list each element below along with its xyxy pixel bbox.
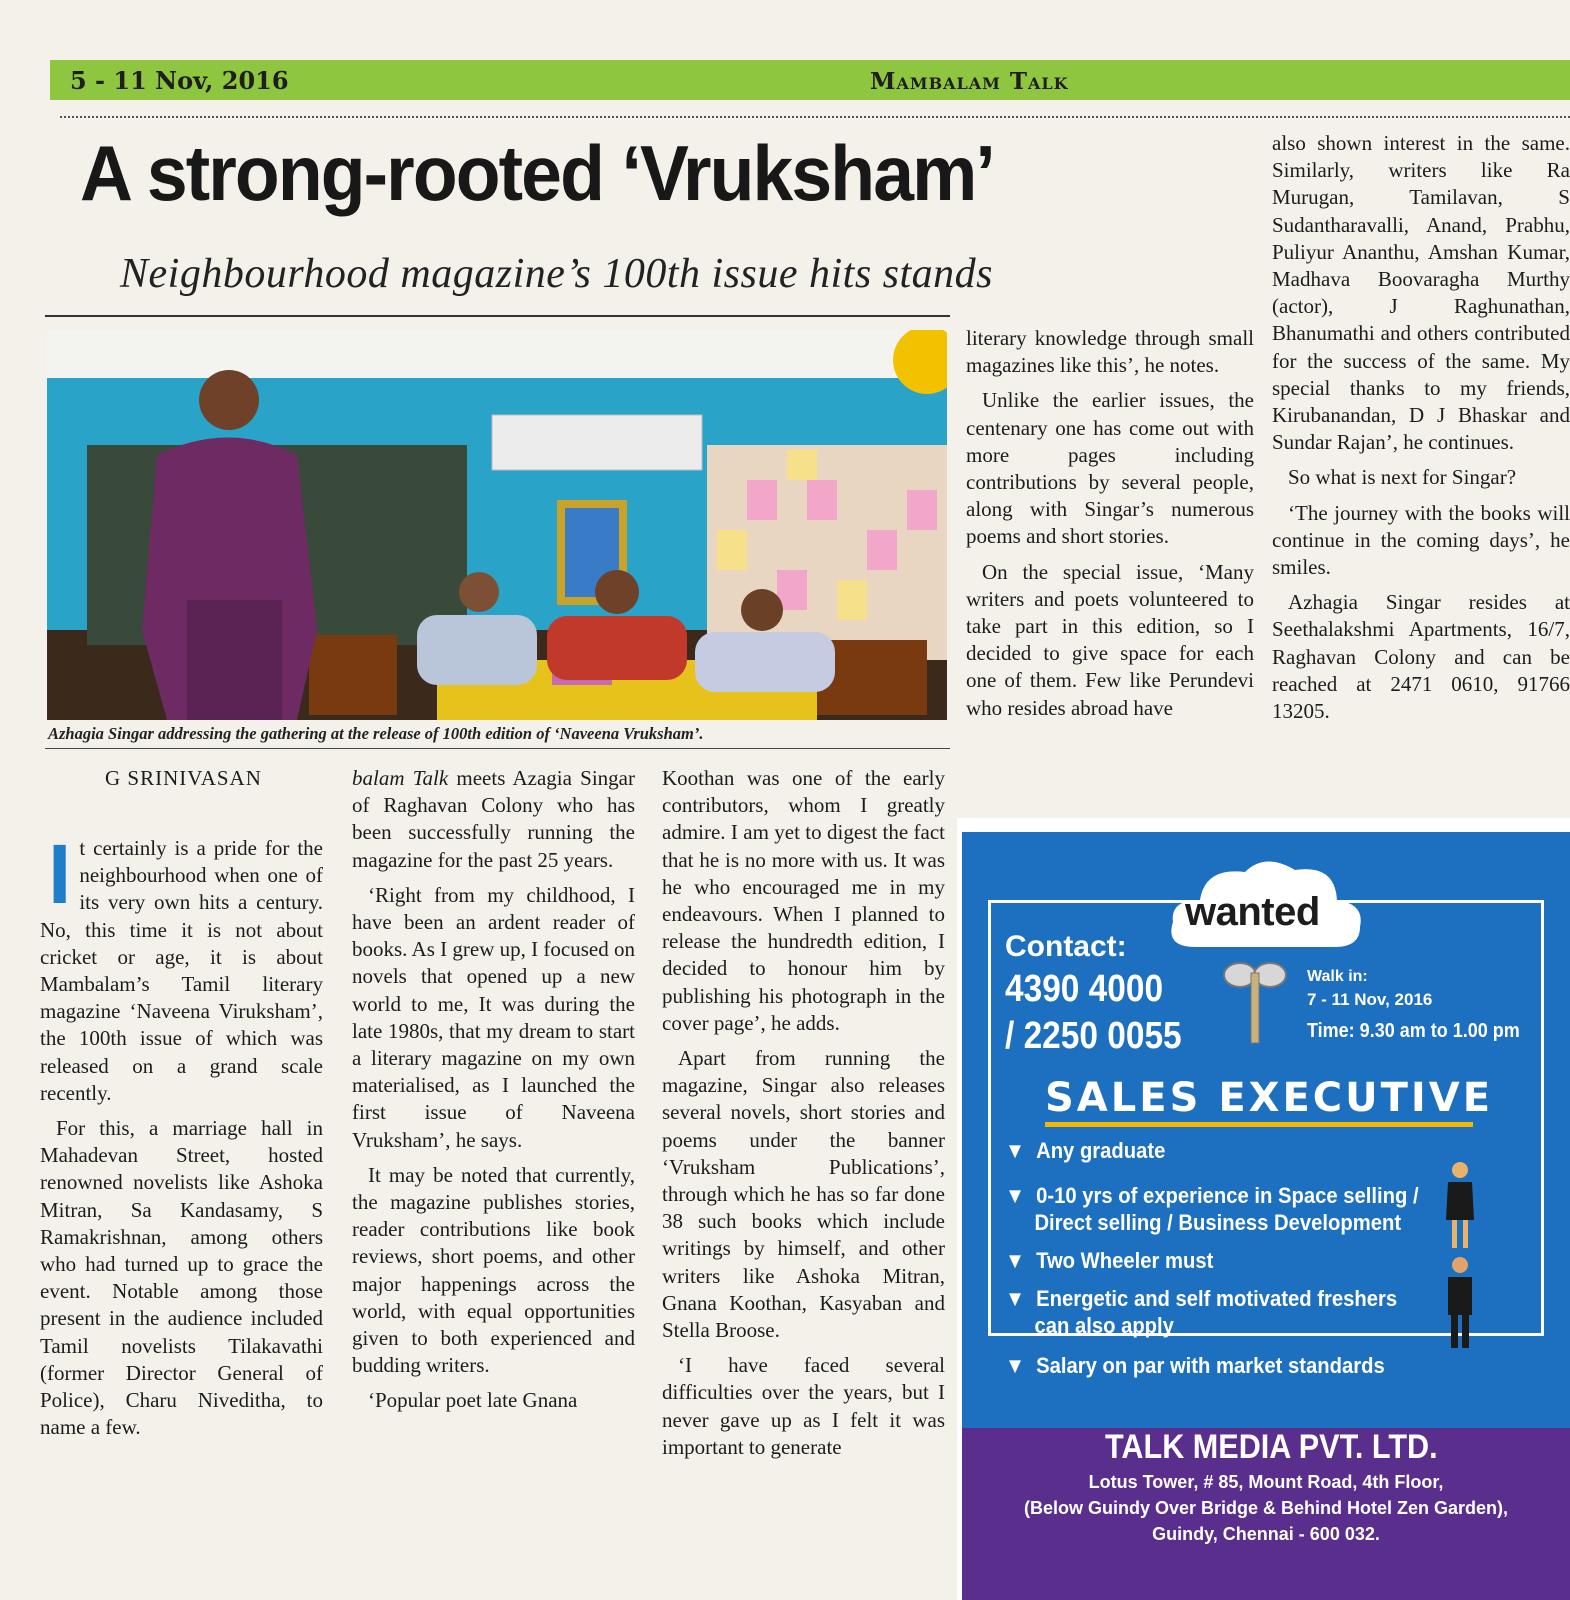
company-address-line: (Below Guindy Over Bridge & Behind Hotel Zen Garden),	[1023, 1498, 1509, 1518]
contact-phone-1: 4390 4000	[1005, 968, 1164, 1010]
issue-date: 5 - 11 Nov, 2016	[70, 66, 289, 95]
company-name: TALK MEDIA PVT. LTD.	[1105, 1428, 1438, 1466]
header-band	[50, 60, 1570, 100]
article-column-5	[1272, 130, 1570, 733]
businesswoman-icon	[1440, 1160, 1480, 1250]
article-column-4	[966, 325, 1254, 730]
dotted-divider	[60, 116, 1570, 118]
contact-phone-2: / 2250 0055	[1005, 1015, 1182, 1057]
company-address-line: Guindy, Chennai - 600 032.	[1152, 1524, 1380, 1544]
requirement-text: Salary on par with market standards	[1036, 1353, 1385, 1378]
paragraph: So what is next for Singar?	[1288, 465, 1517, 490]
triangle-bullet-icon: ▼	[1005, 1138, 1026, 1163]
paragraph	[40, 827, 323, 1107]
requirement-text: Two Wheeler must	[1036, 1248, 1214, 1273]
triangle-bullet-icon: ▼	[1005, 1248, 1026, 1273]
walk-in-date: 7 - 11 Nov, 2016	[1307, 990, 1433, 1009]
subhead-rule	[45, 315, 950, 317]
contact-label: Contact:	[1005, 930, 1127, 963]
publication-mention: balam Talk	[352, 766, 449, 790]
requirement-item	[1005, 1137, 1165, 1164]
paragraph	[352, 765, 635, 874]
requirement-item	[1005, 1182, 1419, 1236]
paragraph: For this, a marriage hall in Mahadevan Street, hosted renowned novelists like Ashoka Mitran, Sa Kandasamy, S Ramakrishnan, among others who had turned up to grace the event. Notable among those present in the audience included Tamil novelists Tilakavathi (former Director General of Police), Charu Niveditha, to name a few.	[40, 1116, 323, 1440]
walk-in-label: Walk in:	[1307, 968, 1368, 985]
paragraph: ‘Popular poet late Gnana	[368, 1388, 578, 1413]
article-photo	[47, 330, 947, 720]
article-subhead: Neighbourhood magazine’s 100th issue hits stands	[120, 251, 994, 297]
paragraph: literary knowledge through small magazines like this’, he notes.	[966, 326, 1254, 378]
drop-cap: I	[48, 827, 72, 921]
triangle-bullet-icon: ▼	[1005, 1353, 1026, 1378]
paragraph: ‘Right from my childhood, I have been an ardent reader of books. As I grew up, I focused on novels that opened up a new world to me, It was during the late 1980s, that my dream to start a literary magazine on my own materialised, as I launched the first issue of Naveena Vruksham’, he says.	[352, 882, 635, 1152]
requirement-item	[1005, 1247, 1213, 1274]
paragraph: On the special issue, ‘Many writers and poets volunteered to take part in this edition, so I decided to give space for each one of them. Few like Perundevi who resides abroad have	[966, 559, 1254, 720]
ad-headline: wanted	[1185, 890, 1320, 934]
byline: G SRINIVASAN	[105, 766, 262, 790]
article-column-2	[352, 765, 635, 1423]
paragraph: Koothan was one of the early contributors, whom I greatly admire. I am yet to digest the fact that he is no more with us. It was he who encouraged me in my endeavours. When I planned to release the hundredth edition, I decided to honour him by publishing his photograph in the cover page’, he adds.	[662, 766, 945, 1035]
paragraph: Azhagia Singar resides at Seethalakshmi Apartments, 16/7, Raghavan Colony and can be reached at 2471 0610, 91766 13205.	[1272, 590, 1570, 724]
job-title-underline	[1045, 1122, 1473, 1127]
job-title: SALES EXECUTIVE	[1045, 1075, 1494, 1121]
caption-rule	[45, 748, 950, 749]
requirement-item	[1005, 1285, 1397, 1339]
paragraph: also shown interest in the same. Similarly, writers like Ra Murugan, Tamilavan, S Sudantharavalli, Anand, Prabhu, Puliyur Ananthu, Amshan Kumar, Madhava Boovaragha Murthy (actor), J Raghunathan, Bhanumathi and others contributed for the success of the same. My special thanks to my friends, Kirubanandan, D J Bhaskar and Sundar Rajan’, he continues.	[1272, 131, 1570, 455]
company-address-line: Lotus Tower, # 85, Mount Road, 4th Floor,	[1088, 1472, 1444, 1492]
article-column-1	[40, 827, 323, 1449]
article-headline: A strong-rooted ‘Vruksham’	[80, 129, 994, 217]
requirement-text: 0-10 yrs of experience in Space selling /	[1036, 1183, 1419, 1208]
paragraph: Apart from running the magazine, Singar also releases several novels, short stories and poems under the banner ‘Vruksham Publications’, through which he has so far done 38 such books which include writings by himself, and other writers like Ashoka Mitran, Gnana Koothan, Kasyaban and Stella Broose.	[662, 1046, 945, 1343]
publication-name: Mambalam Talk	[870, 68, 1069, 95]
article-column-3	[662, 765, 945, 1469]
walk-in-time: Time: 9.30 am to 1.00 pm	[1307, 1020, 1520, 1042]
requirement-text: Direct selling / Business Development	[1034, 1210, 1402, 1235]
requirement-item	[1005, 1352, 1385, 1379]
paragraph: ‘The journey with the books will continue in the coming days’, he smiles.	[1272, 500, 1570, 580]
paragraph-text: meets Azagia Singar of Raghavan Colony who has been successfully running the magazine for the past 25 years.	[352, 766, 635, 872]
paragraph-text: t certainly is a pride for the neighbourhood when one of its very own hits a century. No, this time it is not about cricket or age, it is about Mambalam’s Tamil literary magazine ‘Naveena Viruksham’, the 100th issue of which was released on a grand scale recently.	[40, 836, 323, 1105]
requirement-text: can also apply	[1034, 1313, 1174, 1338]
paragraph: ‘I have faced several difficulties over the years, but I never gave up as I felt it was important to generate	[662, 1353, 945, 1459]
paragraph: It may be noted that currently, the magazine publishes stories, reader contributions like book reviews, short poems, and other major happenings across the world, with equal opportunities given to both experienced and budding writers.	[352, 1162, 635, 1378]
triangle-bullet-icon: ▼	[1005, 1286, 1026, 1311]
photo-caption: Azhagia Singar addressing the gathering at the release of 100th edition of ‘Naveena Vruksham’.	[48, 724, 704, 743]
requirement-text: Energetic and self motivated freshers	[1036, 1286, 1398, 1311]
key-icon	[1215, 955, 1295, 1045]
businessman-icon	[1440, 1255, 1480, 1350]
triangle-bullet-icon: ▼	[1005, 1183, 1026, 1208]
paragraph: Unlike the earlier issues, the centenary one has come out with more pages including contributions by several people, along with Singar’s numerous poems and short stories.	[966, 388, 1254, 549]
requirement-text: Any graduate	[1036, 1138, 1166, 1163]
